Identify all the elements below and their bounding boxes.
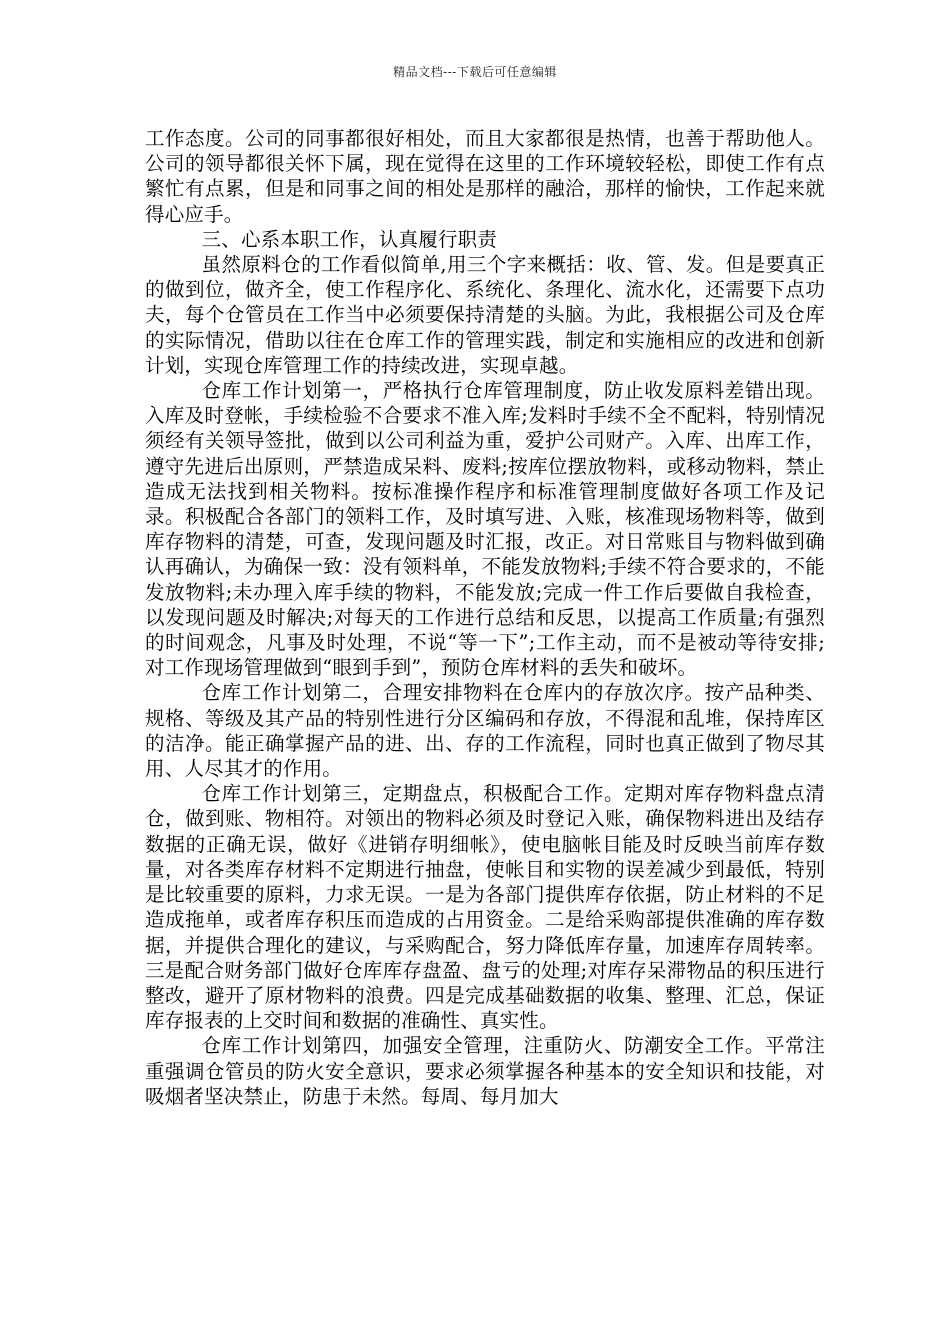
page-header: 精品文档---下载后可任意编辑 bbox=[393, 65, 557, 79]
section-heading-duties: 三、心系本职工作，认真履行职责 bbox=[201, 227, 498, 251]
paragraph-warehouse-intro: 虽然原料仓的工作看似简单,用三个字来概括：收、管、发。但是要真正的做到位，做齐全，使工作程序化、系统化、条理化、流水化，还需要下点功夫，每个仓管员在工作当中必须要保持清楚的头脑。为此，我根据公司及仓库的实际情况，借助以往在仓库工作的管理实践，制定和实施相应的改进和创新计划，实现仓库管理工作的持续改进，实现卓越。 bbox=[145, 253, 825, 377]
document-body bbox=[145, 126, 825, 1109]
paragraph-work-attitude: 工作态度。公司的同事都很好相处，而且大家都很是热情，也善于帮助他人。公司的领导都很关怀下属，现在觉得在这里的工作环境较轻松，即使工作有点繁忙有点累，但是和同事之间的相处是那样的融洽，那样的愉快，工作起来就得心应手。 bbox=[145, 127, 825, 226]
paragraph-plan-four: 仓库工作计划第四，加强安全管理，注重防火、防潮安全工作。平常注重强调仓管员的防火安全意识，要求必须掌握各种基本的安全知识和技能，对吸烟者坚决禁止，防患于未然。每周、每月加大 bbox=[145, 1034, 825, 1108]
paragraph-plan-one: 仓库工作计划第一，严格执行仓库管理制度，防止收发原料差错出现。入库及时登帐，手续检验不合要求不准入库;发料时手续不全不配料，特别情况须经有关领导签批，做到以公司利益为重，爱护公司财产。入库、出库工作，遵守先进后出原则，严禁造成呆料、废料;按库位摆放物料，或移动物料，禁止造成无法找到相关物料。按标准操作程序和标准管理制度做好各项工作及记录。积极配合各部门的领料工作，及时填写进、入账，核准现场物料等，做到库存物料的清楚，可查，发现问题及时汇报，改正。对日常账目与物料做到确认再确认，为确保一致：没有领料单，不能发放物料;手续不符合要求的，不能发放物料;未办理入库手续的物料，不能发放;完成一件工作后要做自我检查，以发现问题及时解决;对每天的工作进行总结和反思，以提高工作质量;有强烈的时间观念，凡事及时处理，不说“等一下”;工作主动，而不是被动等待安排;对工作现场管理做到“眼到手到”，预防仓库材料的丢失和破坏。 bbox=[145, 379, 825, 680]
paragraph-plan-three: 仓库工作计划第三，定期盘点，积极配合工作。定期对库存物料盘点清仓，做到账、物相符。对领出的物料必须及时登记入账，确保物料进出及结存数据的正确无误，做好《进销存明细帐》，使电脑帐目能及时反映当前库存数量，对各类库存材料不定期进行抽盘，使帐目和实物的误差减少到最低，特别是比较重要的原料，力求无误。一是为各部门提供库存依据，防止材料的不足造成拖单，或者库存积压而造成的占用资金。二是给采购部提供准确的库存数据，并提供合理化的建议，与采购配合，努力降低库存量，加速库存周转率。三是配合财务部门做好仓库库存盘盈、盘亏的处理;对库存呆滞物品的积压进行整改，避开了原材物料的浪费。四是完成基础数据的收集、整理、汇总，保证库存报表的上交时间和数据的准确性、真实性。 bbox=[145, 782, 825, 1033]
paragraph-plan-two: 仓库工作计划第二，合理安排物料在仓库内的存放次序。按产品种类、规格、等级及其产品的特别性进行分区编码和存放，不得混和乱堆，保持库区的洁净。能正确掌握产品的进、出、存的工作流程，同时也真正做到了物尽其用、人尽其才的作用。 bbox=[145, 681, 825, 781]
